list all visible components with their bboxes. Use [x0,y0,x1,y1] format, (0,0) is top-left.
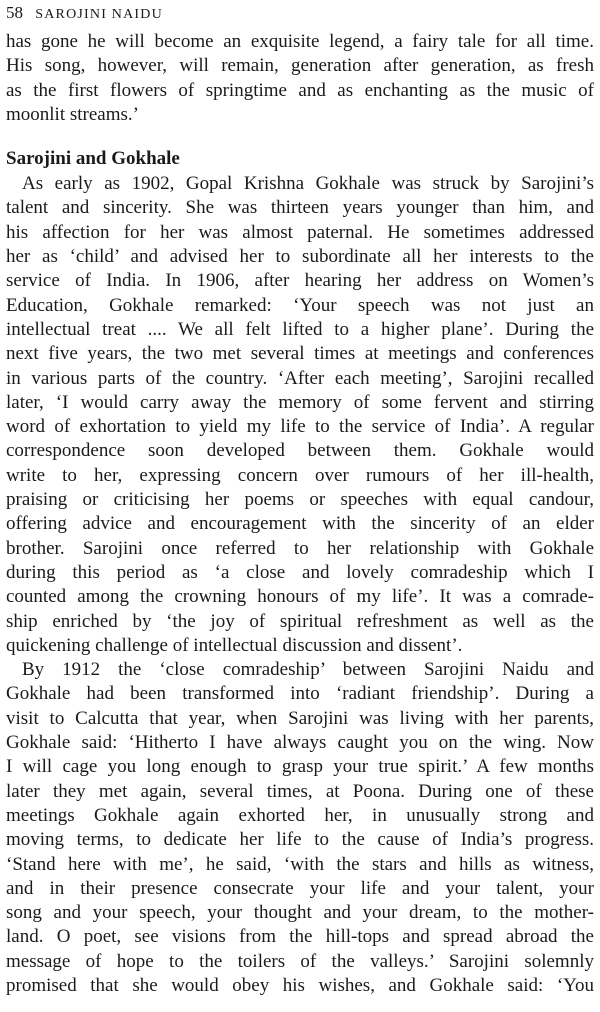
text-line: service of India. In 1906, after hearing her address on Women’s [6,270,594,292]
text-line: write to her, expressing concern over rumours of her ill-health, [6,464,594,486]
text-line: talent and sincerity. She was thirteen years younger than him, and [6,197,594,219]
text-line: brother. Sarojini once referred to her relationship with Gokhale [6,537,594,559]
text-line: and in their presence consecrate your life and your talent, your [6,877,594,899]
text-line: next five years, the two met several times at meetings and conferences [6,343,594,365]
text-line: moonlit streams.’ [6,103,139,125]
text-line: land. O poet, see visions from the hill-tops and spread abroad the [6,926,594,948]
text-line: during this period as ‘a close and lovely comradeship which I [6,561,594,583]
text-line: intellectual treat .... We all felt lifted to a higher plane’. During the [6,318,594,340]
text-line: word of exhortation to yield my life to the service of India’. A regular [6,416,594,438]
text-line: later, ‘I would carry away the memory of some fervent and stirring [6,391,594,413]
text-line: correspondence soon developed between them. Gokhale would [6,440,594,462]
text-line: in various parts of the country. ‘After each meeting’, Sarojini recalled [6,367,594,389]
text-line: As early as 1902, Gopal Krishna Gokhale was struck by Sarojini’s [22,173,594,195]
text-line: visit to Calcutta that year, when Sarojini was living with her parents, [6,707,594,729]
text-line: meetings Gokhale again exhorted her, in unusually strong and [6,804,594,826]
text-line: His song, however, will remain, generation after generation, as fresh [6,55,594,77]
book-page [6,0,594,998]
paragraph-continued-quote [6,30,594,127]
text-line: her as ‘child’ and advised her to subordinate all her interests to the [6,246,594,268]
text-line: as the first flowers of springtime and as enchanting as the music of [6,79,594,101]
text-line: Gokhale said: ‘Hitherto I have always caught you on the wing. Now [6,732,594,754]
text-line: Education, Gokhale remarked: ‘Your speech was not just an [6,294,594,316]
text-line: I will cage you long enough to grasp your true spirit.’ A few months [6,756,594,778]
page-number: 58 [6,3,23,22]
text-line: song and your speech, your thought and your dream, to the mother- [6,902,594,924]
text-line: has gone he will become an exquisite legend, a fairy tale for all time. [6,31,594,52]
text-line: promised that she would obey his wishes, and Gokhale said: ‘You [6,974,594,996]
text-line: later they met again, several times, at Poona. During one of these [6,780,594,802]
text-line: Gokhale had been transformed into ‘radiant friendship’. During a [6,683,594,705]
text-line: quickening challenge of intellectual discussion and dissent’. [6,634,463,656]
paragraph-gokhale-intro [6,172,594,658]
text-line: praising or criticising her poems or speeches with equal candour, [6,489,594,511]
section-heading: Sarojini and Gokhale [6,148,180,170]
paragraph-radiant-friendship [6,658,594,998]
text-line: moving terms, to dedicate her life to the cause of India’s progress. [6,829,594,851]
text-line: counted among the crowning honours of my life’. It was a comrade- [6,586,594,608]
text-line: offering advice and encouragement with the sincerity of an elder [6,513,594,535]
running-head-title: SAROJINI NAIDU [35,7,163,22]
text-line: By 1912 the ‘close comradeship’ between Sarojini Naidu and [22,659,594,681]
text-line: message of hope to the toilers of the valleys.’ Sarojini solemnly [6,950,594,972]
text-line: ship enriched by ‘the joy of spiritual refreshment as well as the [6,610,594,632]
text-line: his affection for her was almost paternal. He sometimes addressed [6,221,594,243]
running-head [6,0,594,30]
text-line: ‘Stand here with me’, he said, ‘with the stars and hills as witness, [6,853,594,875]
